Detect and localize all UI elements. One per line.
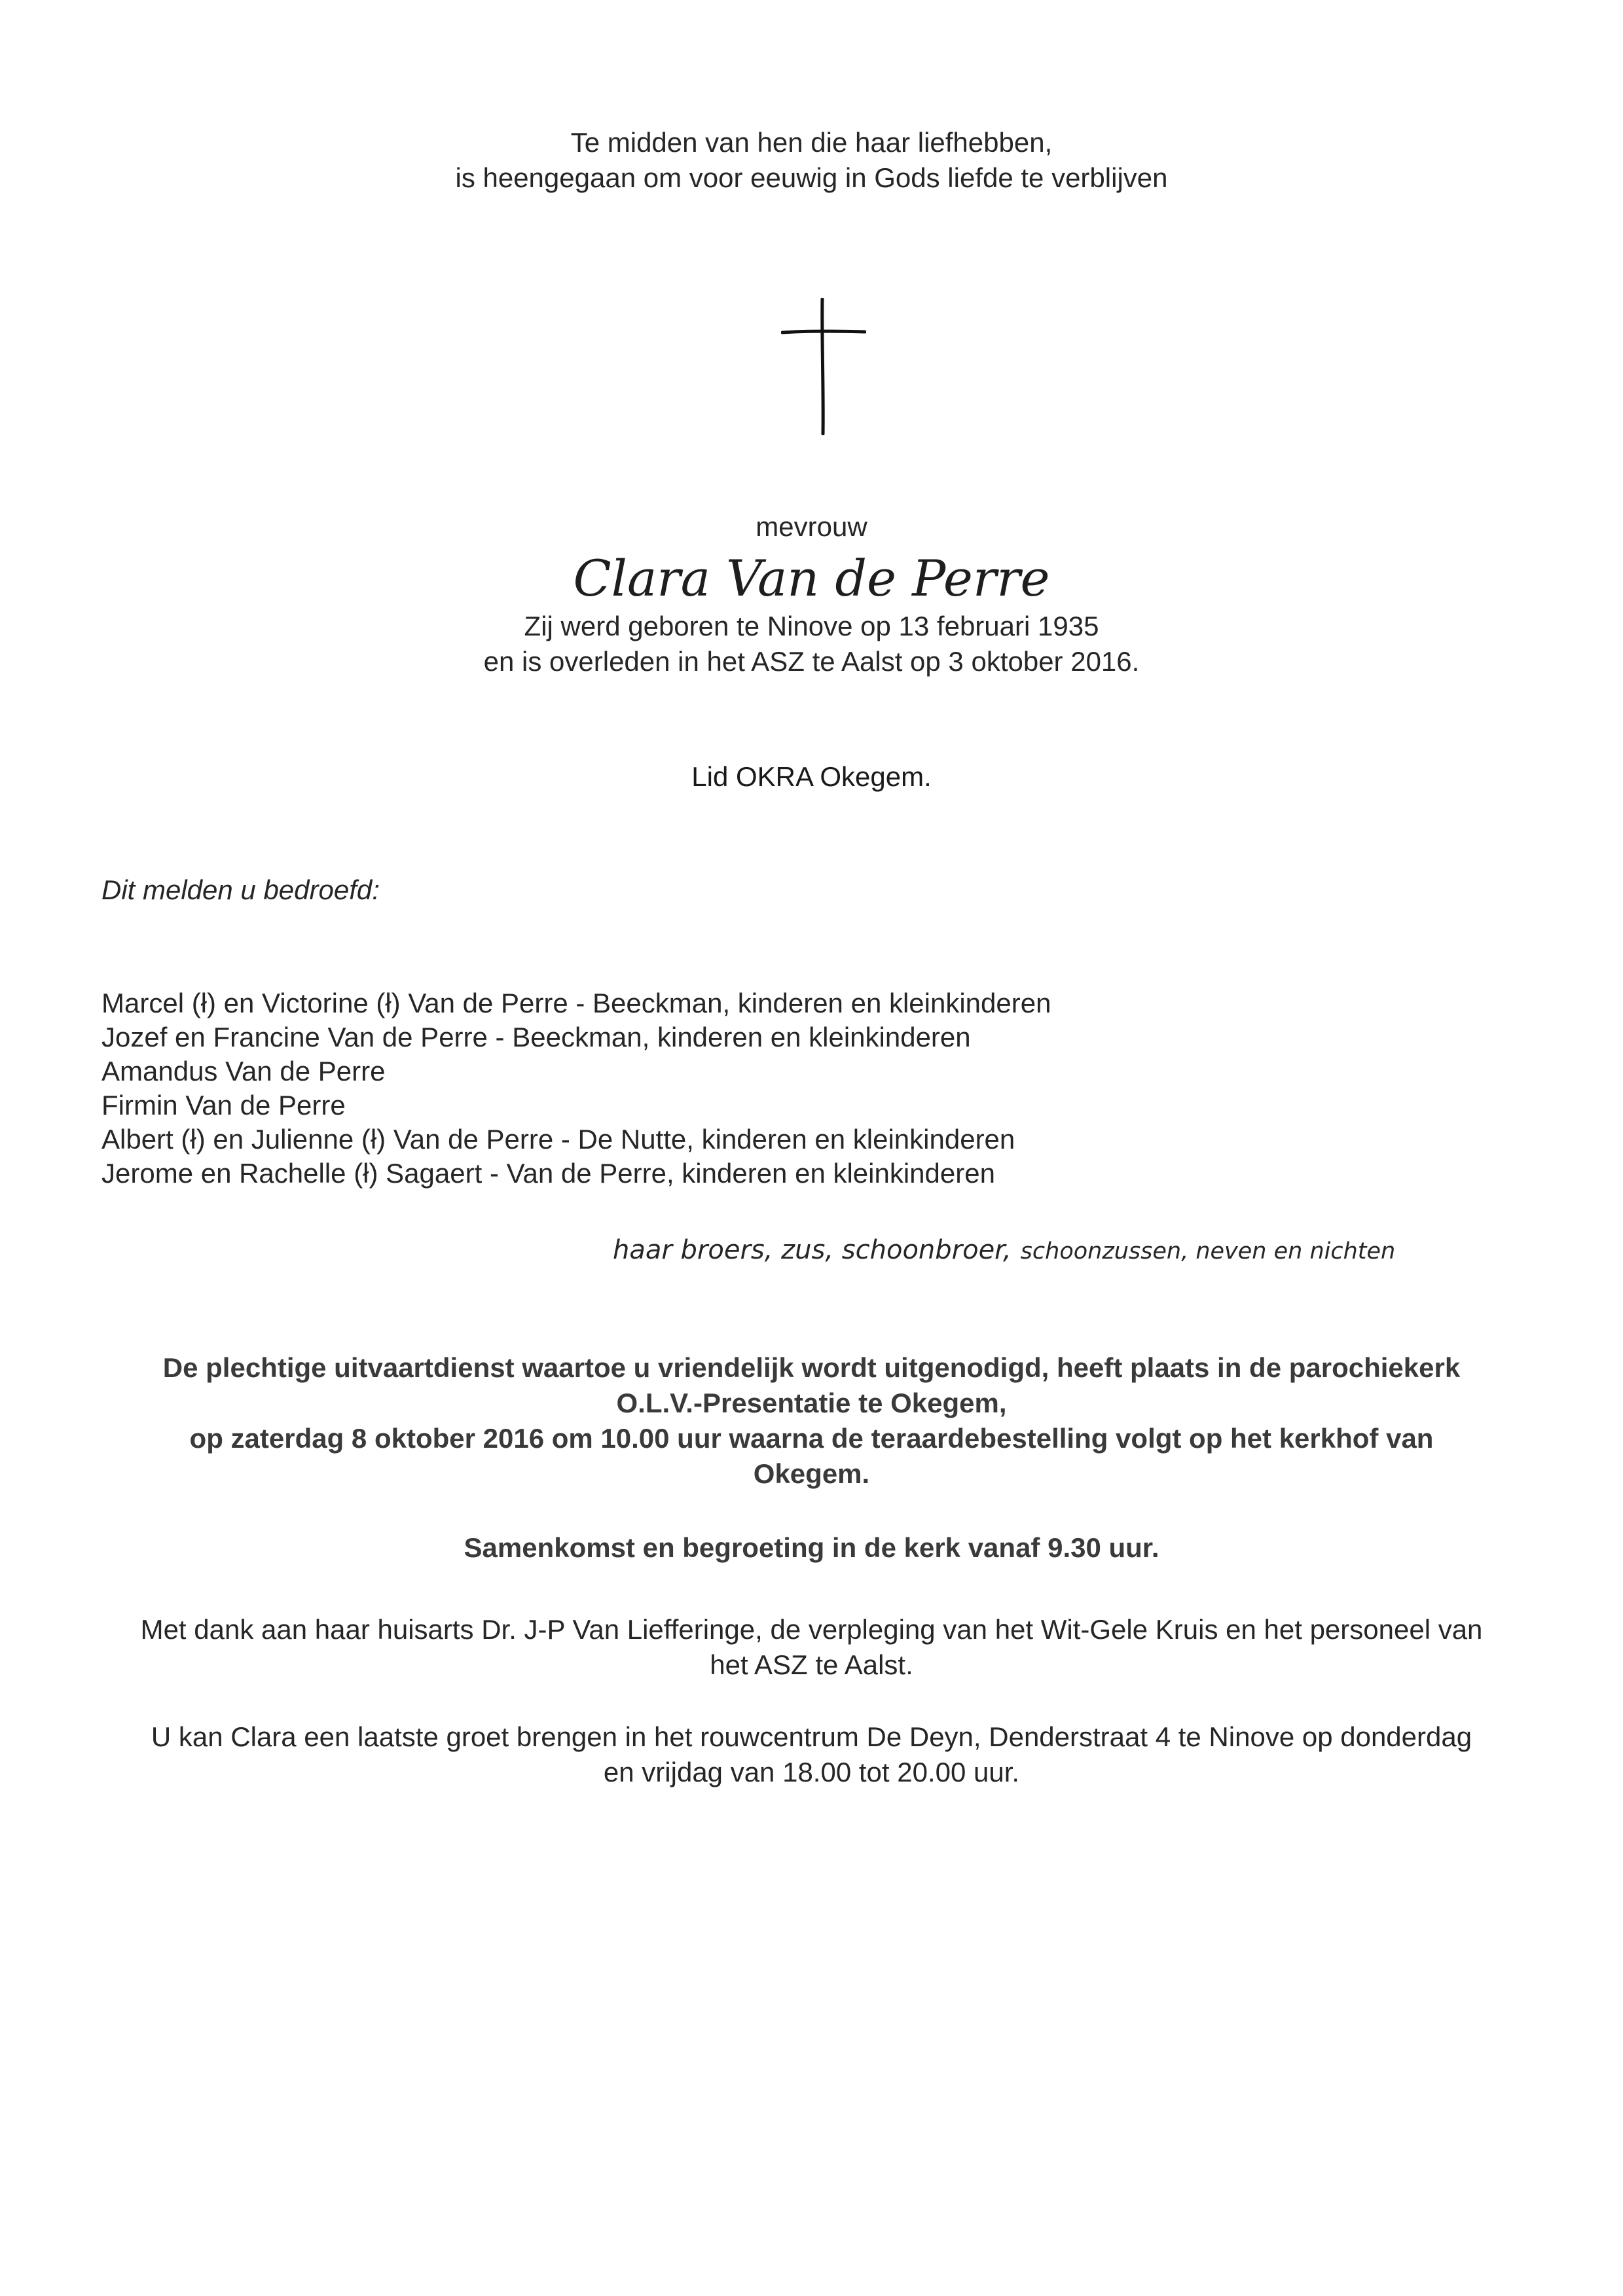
- honorific: mevrouw: [756, 511, 867, 542]
- death-line: en is overleden in het ASZ te Aalst op 3 oktober 2016.: [483, 646, 1140, 677]
- birth-line: Zij werd geboren te Ninove op 13 februari 1935: [524, 611, 1099, 641]
- announcement-intro: Dit melden u bedroefd:: [101, 874, 380, 905]
- visit-line-1: U kan Clara een laatste groet brengen in het rouwcentrum De Deyn, Denderstraat 4 te Ninove op donderdag: [151, 1721, 1472, 1752]
- cross-icon: [781, 298, 866, 435]
- membership-line: Lid OKRA Okegem.: [691, 761, 932, 792]
- funeral-line-4: Okegem.: [753, 1458, 870, 1489]
- relations-main: haar broers, zus, schoonbroer,: [613, 1235, 1012, 1265]
- list-item: Jerome en Rachelle (ł) Sagaert - Van de Perre, kinderen en kleinkinderen: [101, 1158, 995, 1189]
- funeral-service-text: [79, 1350, 1544, 1492]
- visitation-text: [65, 1719, 1558, 1790]
- deceased-name: Clara Van de Perre: [573, 549, 1050, 607]
- thanks-text: [65, 1612, 1558, 1683]
- list-item: Firmin Van de Perre: [101, 1090, 346, 1121]
- list-item: Marcel (ł) en Victorine (ł) Van de Perre - Beeckman, kinderen en kleinkinderen: [101, 988, 1051, 1018]
- relations-line: [613, 1232, 1395, 1269]
- life-dates: [0, 609, 1623, 679]
- funeral-line-1: De plechtige uitvaartdienst waartoe u vriendelijk wordt uitgenodigd, heeft plaats in de parochiekerk: [162, 1352, 1461, 1383]
- funeral-line-2: O.L.V.-Presentatie te Okegem,: [616, 1388, 1007, 1418]
- relations-rest: schoonzussen, neven en nichten: [1020, 1238, 1396, 1265]
- thanks-line-1: Met dank aan haar huisarts Dr. J-P Van Liefferinge, de verpleging van het Wit-Gele Kruis en het personeel van: [140, 1614, 1483, 1645]
- opening-text: [0, 125, 1623, 196]
- gathering-line: Samenkomst en begroeting in de kerk vanaf 9.30 uur.: [464, 1532, 1159, 1563]
- list-item: Albert (ł) en Julienne (ł) Van de Perre - De Nutte, kinderen en kleinkinderen: [101, 1124, 1015, 1155]
- thanks-line-2: het ASZ te Aalst.: [710, 1649, 913, 1680]
- list-item: Amandus Van de Perre: [101, 1056, 386, 1086]
- mourners-list: [101, 986, 1051, 1190]
- list-item: Jozef en Francine Van de Perre - Beeckman, kinderen en kleinkinderen: [101, 1022, 971, 1052]
- visit-line-2: en vrijdag van 18.00 tot 20.00 uur.: [603, 1757, 1020, 1787]
- opening-line-2: is heengegaan om voor eeuwig in Gods liefde te verblijven: [455, 162, 1168, 193]
- opening-line-1: Te midden van hen die haar liefhebben,: [570, 127, 1053, 158]
- funeral-line-3: op zaterdag 8 oktober 2016 om 10.00 uur waarna de teraardebestelling volgt op het kerkhof van: [189, 1423, 1434, 1454]
